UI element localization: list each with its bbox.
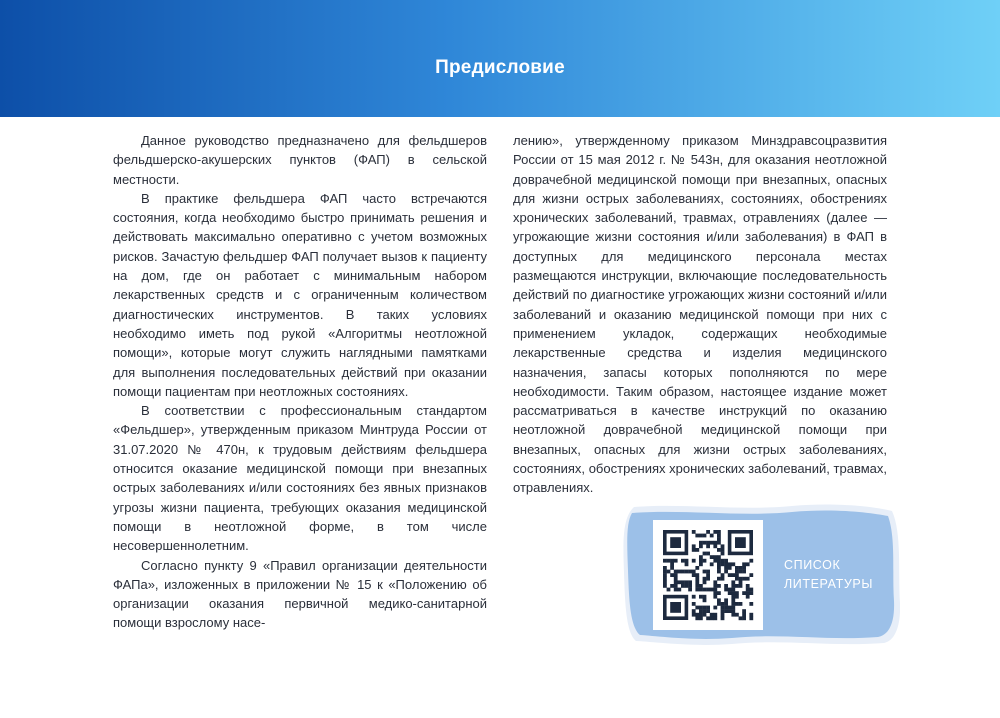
- right-text-column: [513, 131, 887, 498]
- page-header: [0, 0, 1000, 117]
- paragraph: Данное руководство предназначено для фельдшеров фельдшерско-акушерских пунктов (ФАП) в сельской местности.: [113, 133, 487, 187]
- page-title: Предисловие: [435, 57, 565, 78]
- paragraph: Согласно пункту 9 «Правил организации деятельности ФАПа», изложенных в приложении № 15 к «Положению об организации оказания первичной медико-санитарной помощи взрослому насе-: [113, 557, 487, 631]
- left-text-column: [113, 131, 487, 633]
- qr-label-line: СПИСОК: [784, 558, 841, 572]
- paragraph: лению», утвержденному приказом Минздравсоцразвития России от 15 мая 2012 г. № 543н, для оказания неотложной доврачебной медицинской помощи при внезапных, опасных для жизни острых заболеваниях, состояниях, обострениях хронических заболеваний, травмах, отравлениях (далее — угрожающие жизни состояния и/или заболевания) в ФАП в доступных для медицинского персонала местах размещаются инструкции, включающие последовательность действий по диагностике угрожающих жизни состояний и/или заболеваний и оказанию медицинской помощи при них с применением укладок, содержащих необходимые лекарственные средства и изделия медицинского назначения, запасы которых пополняются по мере необходимости. Таким образом, настоящее издание может рассматриваться в качестве инструкций по оказанию неотложной доврачебной медицинской помощи при внезапных, опасных для жизни острых заболеваниях, состояниях, обострениях хронических заболеваний, травмах, отравлениях.: [513, 133, 887, 496]
- paragraph: В практике фельдшера ФАП часто встречаются состояния, когда необходимо быстро принимать решения и действовать максимально оперативно с учетом возможных рисков. Зачастую фельдшер ФАП получает вызов к пациенту на дом, где он работает с минимальным набором лекарственных средств и с ограниченным количеством диагностических инструментов. В таких условиях необходимо иметь под рукой «Алгоритмы неотложной помощи», которые могут служить наглядными памятками для выполнения последовательных действий при оказании помощи пациентам при неотложных состояниях.: [113, 190, 487, 399]
- qr-code[interactable]: [653, 520, 763, 630]
- qr-card-label[interactable]: [784, 556, 873, 594]
- qr-label-line: ЛИТЕРАТУРЫ: [784, 577, 874, 591]
- paragraph: В соответствии с профессиональным стандартом «Фельдшер», утвержденным приказом Минтруда России от 31.07.2020 № 470н, к трудовым действиям фельдшера относится оказание медицинской помощи при внезапных острых заболеваниях и/или состояниях без явных признаков угрозы жизни пациента, требующих оказания медицинской помощи в неотложной форме, в том числе несовершеннолетним.: [113, 403, 487, 554]
- qr-code-icon: [653, 520, 763, 630]
